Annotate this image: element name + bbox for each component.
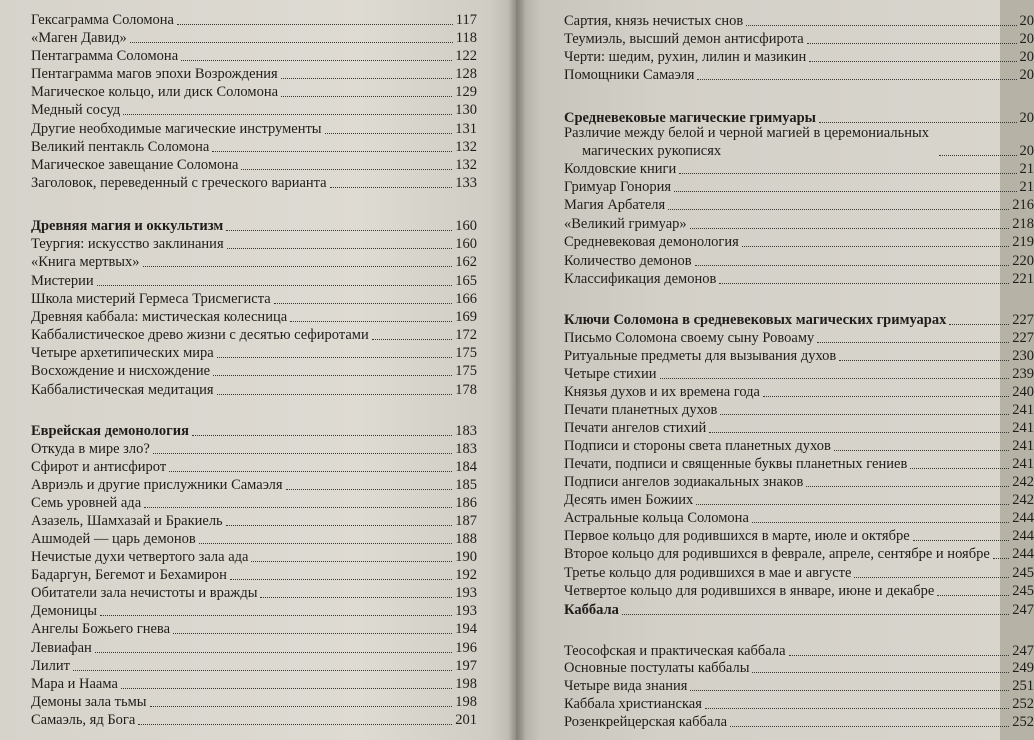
toc-dot-leader [690, 690, 1009, 691]
toc-entry [564, 250, 1034, 270]
toc-dot-leader [241, 169, 452, 170]
toc-entry-title: Печати, подписи и священные буквы планетных гениев [564, 456, 908, 472]
toc-entry-title-line2: магических рукописях [582, 143, 722, 159]
toc-entry [31, 600, 477, 620]
toc-page-number: 160 [455, 236, 477, 252]
toc-entry [31, 45, 477, 65]
toc-entry-title: Второе кольцо для родившихся в феврале, апреле, сентябре и ноябре [564, 546, 990, 562]
toc-dot-leader [819, 122, 1017, 123]
toc-entry [564, 435, 1034, 455]
toc-entry-title: Еврейская демонология [31, 423, 189, 439]
toc-dot-leader [325, 133, 453, 134]
toc-dot-leader [674, 191, 1016, 192]
toc-entry [31, 233, 477, 253]
toc-entry-title: Ключи Соломона в средневековых магических гримуарах [564, 312, 947, 328]
toc-dot-leader [763, 396, 1009, 397]
toc-entry-title: Демоницы [31, 603, 97, 619]
toc-page-number: 247 [1012, 643, 1034, 659]
toc-dot-leader [696, 504, 1009, 505]
toc-page-number: 190 [455, 549, 477, 565]
toc-entry-title: Помощники Самаэля [564, 67, 695, 83]
toc-page-number: 242 [1012, 492, 1034, 508]
toc-entry-title: Медный сосуд [31, 102, 121, 118]
toc-page-number: 244 [1012, 546, 1034, 562]
toc-entry-title: Князья духов и их времена года [564, 384, 760, 400]
toc-dot-leader [809, 61, 1016, 62]
toc-entry [31, 474, 477, 494]
toc-dot-leader [226, 230, 452, 231]
toc-page-number: 178 [455, 382, 477, 398]
toc-dot-leader [697, 79, 1016, 80]
toc-page-number: 183 [455, 441, 477, 457]
toc-entry-title: Школа мистерий Гермеса Трисмегиста [31, 291, 271, 307]
toc-dot-leader [100, 615, 452, 616]
right-page [516, 0, 1034, 740]
toc-entry-title: Количество демонов [564, 253, 692, 269]
toc-entry [564, 10, 1034, 30]
toc-dot-leader [720, 414, 1009, 415]
toc-dot-leader [150, 706, 453, 707]
toc-page-number: 165 [455, 273, 477, 289]
toc-entry-title: Каббалистическая медитация [31, 382, 214, 398]
toc-page-number: 133 [455, 175, 477, 191]
toc-entry [31, 546, 477, 566]
toc-entry [564, 363, 1034, 383]
toc-dot-leader [752, 522, 1009, 523]
toc-page-number: 186 [455, 495, 477, 511]
toc-entry [31, 673, 477, 693]
toc-page-number: 244 [1012, 528, 1034, 544]
toc-entry [31, 379, 477, 399]
toc-entry-title: Гексаграмма Соломона [31, 12, 174, 28]
toc-entry-title: Четвертое кольцо для родившихся в январе, июне и декабре [564, 583, 935, 599]
toc-entry-title: Левиафан [31, 640, 92, 656]
toc-dot-leader [143, 266, 453, 267]
toc-dot-leader [260, 597, 452, 598]
toc-entry [564, 675, 1034, 695]
toc-entry [31, 637, 477, 657]
toc-entry-title-line1: Различие между белой и черной магией в церемониальных [564, 125, 929, 141]
toc-dot-leader [660, 378, 1010, 379]
toc-entry-title: Средневековые магические гримуары [564, 110, 816, 126]
toc-page-number: 194 [455, 621, 477, 637]
toc-dot-leader [95, 652, 452, 653]
toc-entry [564, 525, 1034, 545]
toc-page-number: 175 [455, 345, 477, 361]
toc-dot-leader [181, 60, 452, 61]
toc-page-number: 188 [455, 531, 477, 547]
toc-entry-title: Каббала [564, 602, 619, 618]
toc-dot-leader [679, 173, 1016, 174]
toc-page-number: 117 [455, 12, 477, 28]
toc-entry-title: Подписи ангелов зодиакальных знаков [564, 474, 804, 490]
toc-entry-title: Основные постулаты каббалы [564, 660, 750, 676]
toc-entry-title: Авриэль и другие прислужники Самаэля [31, 477, 283, 493]
toc-page-number: 230 [1012, 348, 1034, 364]
toc-entry-title: Восхождение и нисхождение [31, 363, 211, 379]
toc-entry-title: Древняя магия и оккультизм [31, 218, 224, 234]
toc-page-number: 220 [1012, 253, 1034, 269]
toc-entry [31, 324, 477, 344]
toc-dot-leader [130, 42, 453, 43]
toc-page-number: 241 [1012, 456, 1034, 472]
toc-dot-leader [949, 324, 1009, 325]
toc-entry [564, 657, 1034, 677]
toc-dot-leader [910, 468, 1009, 469]
toc-entry [564, 124, 1034, 160]
toc-dot-leader [138, 724, 452, 725]
toc-entry [564, 453, 1034, 473]
toc-dot-leader [274, 303, 453, 304]
toc-entry-title: Другие необходимые магические инструменты [31, 121, 322, 137]
toc-entry [31, 306, 477, 326]
toc-page-number: 219 [1012, 234, 1034, 250]
toc-entry-title: Четыре вида знания [564, 678, 688, 694]
toc-dot-leader [789, 655, 1010, 656]
toc-dot-leader [807, 43, 1017, 44]
toc-dot-leader [73, 670, 452, 671]
toc-entry-title: Самаэль, яд Бога [31, 712, 136, 728]
toc-section-heading [31, 215, 477, 235]
toc-entry [564, 580, 1034, 600]
toc-entry-title: Теософская и практическая каббала [564, 643, 786, 659]
toc-page-number: 122 [455, 48, 477, 64]
toc-dot-leader [123, 114, 452, 115]
toc-dot-leader [212, 151, 452, 152]
toc-page-number: 193 [455, 585, 477, 601]
toc-dot-leader [281, 96, 452, 97]
toc-dot-leader [230, 579, 452, 580]
toc-entry-title: Откуда в мире зло? [31, 441, 150, 457]
toc-entry [564, 507, 1034, 527]
toc-dot-leader [217, 357, 453, 358]
toc-page-number: 198 [455, 694, 477, 710]
toc-dot-leader [746, 25, 1016, 26]
toc-dot-leader [213, 375, 452, 376]
toc-dot-leader [695, 265, 1010, 266]
toc-dot-leader [834, 450, 1009, 451]
toc-entry-title: Каббала христианская [564, 696, 702, 712]
toc-entry [31, 564, 477, 584]
book-gutter [508, 0, 526, 740]
toc-dot-leader [719, 283, 1009, 284]
toc-section-heading [31, 420, 477, 440]
toc-dot-leader [153, 453, 452, 454]
toc-dot-leader [173, 633, 452, 634]
toc-entry [31, 618, 477, 638]
toc-entry-title: Магия Арбателя [564, 197, 666, 213]
toc-page-number: 20 [1019, 110, 1034, 126]
toc-page-number: 245 [1012, 565, 1034, 581]
toc-page-number: 252 [1012, 714, 1034, 730]
toc-entry [31, 709, 477, 729]
toc-dot-leader [806, 486, 1009, 487]
toc-page-number: 184 [455, 459, 477, 475]
toc-page-number: 131 [455, 121, 477, 137]
toc-dot-leader [226, 525, 453, 526]
toc-page-number: 221 [1012, 271, 1034, 287]
toc-page-number: 241 [1012, 438, 1034, 454]
toc-entry-title: Обитатели зала нечистоты и вражды [31, 585, 258, 601]
toc-dot-leader [817, 342, 1009, 343]
toc-entry-title: Астральные кольца Соломона [564, 510, 749, 526]
toc-entry [564, 194, 1034, 214]
toc-entry-title: Великий пентакль Соломона [31, 139, 210, 155]
toc-dot-leader [668, 209, 1009, 210]
toc-dot-leader [217, 394, 453, 395]
toc-entry-title: «Книга мертвых» [31, 254, 140, 270]
toc-page-number: 197 [455, 658, 477, 674]
toc-dot-leader [709, 432, 1009, 433]
toc-entry [31, 118, 477, 138]
toc-entry-title: Магическое кольцо, или диск Соломона [31, 84, 279, 100]
toc-entry-title: Десять имен Божиих [564, 492, 694, 508]
toc-page-number: 193 [455, 603, 477, 619]
toc-page-number: 169 [455, 309, 477, 325]
toc-entry-title: Ангелы Божьего гнева [31, 621, 171, 637]
toc-page-number: 20 [1019, 143, 1034, 159]
toc-dot-leader [199, 543, 453, 544]
toc-dot-leader [854, 577, 1009, 578]
toc-entry-title: Подписи и стороны света планетных духов [564, 438, 831, 454]
toc-dot-leader [939, 155, 1017, 156]
toc-page-number: 227 [1012, 330, 1034, 346]
toc-page-number: 245 [1012, 583, 1034, 599]
toc-entry [564, 489, 1034, 509]
toc-entry-title: «Великий гримуар» [564, 216, 687, 232]
toc-entry-title: «Маген Давид» [31, 30, 127, 46]
toc-entry-title: Ритуальные предметы для вызывания духов [564, 348, 837, 364]
toc-page-number: 227 [1012, 312, 1034, 328]
toc-entry [31, 492, 477, 512]
toc-dot-leader [144, 507, 452, 508]
toc-dot-leader [622, 614, 1009, 615]
toc-page-number: 132 [455, 157, 477, 173]
toc-entry [564, 711, 1034, 731]
toc-page-number: 244 [1012, 510, 1034, 526]
toc-dot-leader [839, 360, 1009, 361]
toc-entry [31, 154, 477, 174]
toc-entry [31, 528, 477, 548]
toc-entry [31, 63, 477, 83]
toc-dot-leader [937, 595, 1009, 596]
toc-entry-title: Мистерии [31, 273, 94, 289]
left-page [0, 0, 516, 740]
toc-entry [564, 417, 1034, 437]
toc-page-number: 21 [1019, 161, 1034, 177]
toc-entry [31, 251, 477, 271]
toc-entry [31, 655, 477, 675]
toc-dot-leader [993, 558, 1009, 559]
toc-entry [564, 213, 1034, 233]
toc-entry [31, 27, 477, 47]
toc-page-number: 20 [1019, 67, 1034, 83]
toc-entry [31, 9, 477, 29]
toc-entry [564, 562, 1034, 582]
toc-entry-title: Розенкрейцерская каббала [564, 714, 728, 730]
toc-entry [31, 136, 477, 156]
toc-entry [564, 28, 1034, 48]
toc-page-number: 20 [1019, 13, 1034, 29]
toc-entry [564, 693, 1034, 713]
toc-entry-title: Мара и Наама [31, 676, 118, 692]
toc-entry-title: Письмо Соломона своему сыну Ровоаму [564, 330, 815, 346]
toc-page-number: 216 [1012, 197, 1034, 213]
toc-entry [564, 327, 1034, 347]
toc-page-number: 187 [455, 513, 477, 529]
toc-section-heading [564, 309, 1034, 329]
toc-page-number: 241 [1012, 402, 1034, 418]
toc-entry [564, 158, 1034, 178]
toc-entry [31, 172, 477, 192]
toc-entry [31, 582, 477, 602]
toc-entry-title: Азазель, Шамхазай и Бракиель [31, 513, 223, 529]
toc-entry-title: Черти: шедим, рухин, лилин и мазикин [564, 49, 807, 65]
toc-page-number: 198 [455, 676, 477, 692]
toc-entry [31, 438, 477, 458]
toc-page-number: 247 [1012, 602, 1034, 618]
toc-dot-leader [286, 489, 453, 490]
toc-page-number: 160 [455, 218, 477, 234]
toc-dot-leader [742, 246, 1009, 247]
toc-entry [564, 399, 1034, 419]
toc-page-number: 252 [1012, 696, 1034, 712]
toc-page-number: 240 [1012, 384, 1034, 400]
toc-entry [564, 345, 1034, 365]
toc-entry [564, 268, 1034, 288]
toc-entry-title: Пентаграмма Соломона [31, 48, 179, 64]
toc-page-number: 175 [455, 363, 477, 379]
toc-dot-leader [330, 187, 453, 188]
toc-page-number: 185 [455, 477, 477, 493]
toc-entry-title: Четыре стихии [564, 366, 657, 382]
toc-entry [564, 231, 1034, 251]
toc-page-number: 196 [455, 640, 477, 656]
toc-dot-leader [752, 672, 1009, 673]
toc-page-number: 129 [455, 84, 477, 100]
toc-entry [31, 691, 477, 711]
toc-page-number: 162 [455, 254, 477, 270]
toc-entry-title: Магическое завещание Соломона [31, 157, 239, 173]
toc-page-number: 20 [1019, 49, 1034, 65]
toc-entry [564, 176, 1034, 196]
toc-dot-leader [192, 435, 452, 436]
toc-entry-title: Заголовок, переведенный с греческого варианта [31, 175, 327, 191]
toc-section-heading [564, 599, 1034, 619]
toc-page-number: 172 [455, 327, 477, 343]
toc-entry-title: Гримуар Гонория [564, 179, 672, 195]
toc-dot-leader [913, 540, 1010, 541]
toc-dot-leader [169, 471, 452, 472]
toc-entry-title: Колдовские книги [564, 161, 677, 177]
toc-entry-title: Печати планетных духов [564, 402, 718, 418]
toc-dot-leader [372, 339, 453, 340]
toc-page-number: 166 [455, 291, 477, 307]
toc-page-number: 249 [1012, 660, 1034, 676]
toc-entry-title: Печати ангелов стихий [564, 420, 707, 436]
toc-entry-title: Сартия, князь нечистых снов [564, 13, 744, 29]
toc-dot-leader [705, 708, 1009, 709]
toc-entry-title: Третье кольцо для родившихся в мае и августе [564, 565, 852, 581]
toc-entry-title: Бадаргун, Бегемот и Бехамирон [31, 567, 227, 583]
toc-entry-title: Теумиэль, высший демон антисфирота [564, 31, 804, 47]
toc-entry [31, 510, 477, 530]
toc-entry-title: Классификация демонов [564, 271, 717, 287]
toc-dot-leader [690, 228, 1010, 229]
toc-dot-leader [177, 24, 453, 25]
toc-entry-title: Ашмодей — царь демонов [31, 531, 196, 547]
toc-entry [31, 456, 477, 476]
toc-page-number: 21 [1019, 179, 1034, 195]
toc-page-number: 241 [1012, 420, 1034, 436]
toc-entry-title: Нечистые духи четвертого зала ада [31, 549, 249, 565]
toc-entry [31, 99, 477, 119]
toc-entry-title: Сфирот и антисфирот [31, 459, 167, 475]
toc-dot-leader [281, 78, 453, 79]
toc-entry [31, 342, 477, 362]
toc-entry-title: Теургия: искусство заклинания [31, 236, 224, 252]
toc-entry [31, 288, 477, 308]
toc-dot-leader [121, 688, 452, 689]
toc-entry [564, 381, 1034, 401]
toc-entry [564, 46, 1034, 66]
toc-entry [564, 543, 1034, 563]
toc-entry [564, 64, 1034, 84]
toc-page-number: 130 [455, 102, 477, 118]
toc-page-number: 20 [1019, 31, 1034, 47]
toc-page-number: 128 [455, 66, 477, 82]
toc-entry-title: Первое кольцо для родившихся в марте, июле и октябре [564, 528, 910, 544]
toc-entry-title: Средневековая демонология [564, 234, 739, 250]
toc-entry-title: Семь уровней ада [31, 495, 142, 511]
toc-entry-title: Древняя каббала: мистическая колесница [31, 309, 288, 325]
toc-dot-leader [290, 321, 452, 322]
toc-entry-title: Пентаграмма магов эпохи Возрождения [31, 66, 278, 82]
toc-dot-leader [97, 285, 453, 286]
toc-page-number: 239 [1012, 366, 1034, 382]
toc-entry [31, 81, 477, 101]
toc-page-number: 132 [455, 139, 477, 155]
toc-page-number: 251 [1012, 678, 1034, 694]
toc-page-number: 242 [1012, 474, 1034, 490]
toc-entry [31, 360, 477, 380]
toc-page-number: 183 [455, 423, 477, 439]
toc-dot-leader [730, 726, 1009, 727]
toc-entry-title: Каббалистическое древо жизни с десятью сефиротами [31, 327, 369, 343]
toc-entry [564, 471, 1034, 491]
toc-entry-title [564, 124, 936, 160]
toc-page-number: 218 [1012, 216, 1034, 232]
toc-dot-leader [227, 248, 453, 249]
toc-dot-leader [251, 561, 452, 562]
toc-page-number: 192 [455, 567, 477, 583]
toc-page-number: 118 [455, 30, 477, 46]
toc-entry-title: Четыре архетипических мира [31, 345, 214, 361]
toc-entry [31, 270, 477, 290]
toc-entry-title: Лилит [31, 658, 70, 674]
toc-page-number: 201 [455, 712, 477, 728]
toc-entry-title: Демоны зала тьмы [31, 694, 147, 710]
